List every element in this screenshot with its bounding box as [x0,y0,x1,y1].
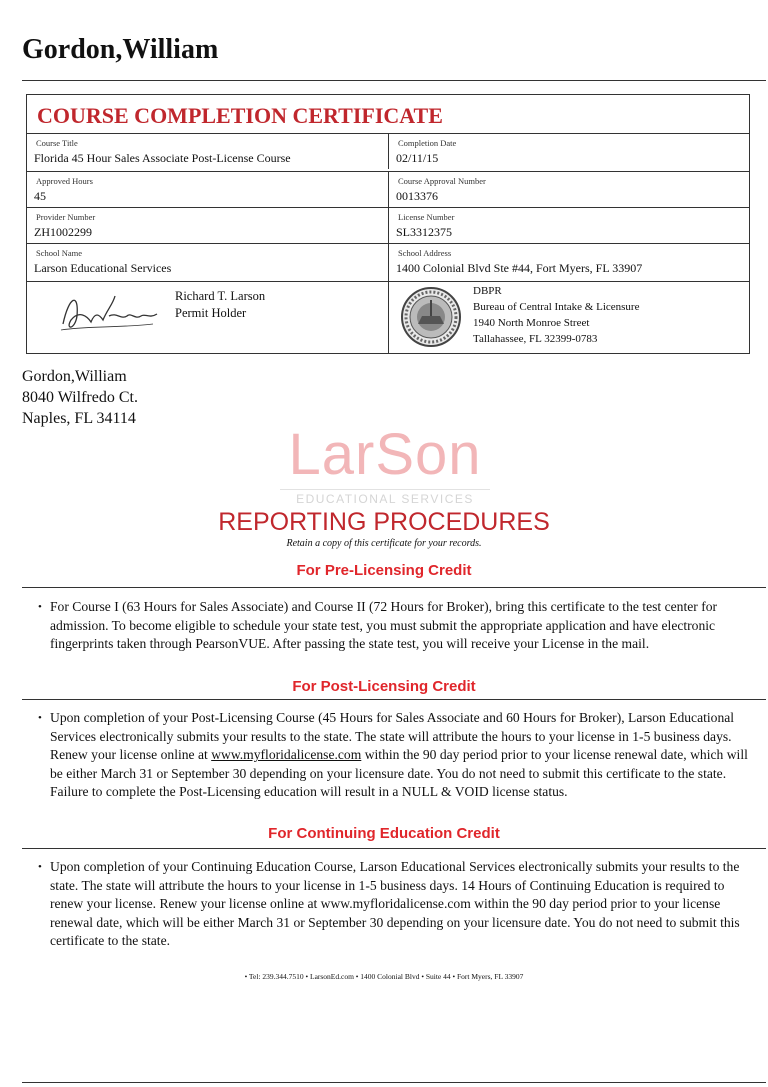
school-address-value: 1400 Colonial Blvd Ste #44, Fort Myers, FL 33907 [396,261,643,275]
dbpr-line3: 1940 North Monroe Street [473,317,590,329]
recipient-address [22,366,138,429]
recipient-name: Gordon,William [22,368,127,385]
school-address-cell [389,243,749,281]
approved-hours-value: 45 [34,189,46,203]
logo-main-text: LarSon [288,422,482,487]
completion-date-cell [389,133,749,169]
bullet-icon: • [38,601,42,613]
school-name-value: Larson Educational Services [34,261,172,275]
provider-number-value: ZH1002299 [34,225,92,239]
pre-licensing-text: For Course I (63 Hours for Sales Associate) and Course II (72 Hours for Broker), bring this certificate to the test center for admission. To become eligible to schedule your state test, you must submit the appropriate application and have electronic fingerprints taken through PearsonVUE. After passing the state test, you will receive your License in the mail. [50,599,718,652]
dbpr-line1: DBPR [473,285,502,297]
reporting-subtitle: Retain a copy of this certificate for your records. [286,538,482,549]
post-licensing-text-a: Upon completion of your Post-Licensing Course (45 Hours for Sales Associate and 60 Hours for Broker), Larson Educational Services electronically submits your results to the state. The state will attribute the hours to your license in 1-5 business days. Renew your license online at [50,710,735,763]
recipient-street: 8040 Wilfredo Ct. [22,389,138,406]
provider-number-label: Provider Number [36,212,96,222]
bullet-icon: • [38,861,42,873]
pre-licensing-divider [22,587,766,588]
license-number-value: SL3312375 [396,225,453,239]
course-approval-number-cell [389,171,749,207]
dbpr-line4: Tallahassee, FL 32399-0783 [473,333,598,345]
page-header-name: Gordon,William [22,34,219,65]
course-title-cell [27,133,389,169]
reporting-title: REPORTING PROCEDURES [218,508,550,536]
course-title-value: Florida 45 Hour Sales Associate Post-License Course [34,151,291,165]
approved-hours-cell [27,171,389,207]
post-licensing-paragraph [38,709,754,802]
approved-hours-label: Approved Hours [36,176,93,186]
logo-sub-text: EDUCATIONAL SERVICES [280,489,490,506]
license-number-cell [389,207,749,243]
completion-date-label: Completion Date [398,138,457,148]
pre-licensing-heading: For Pre-Licensing Credit [296,562,472,579]
post-licensing-heading: For Post-Licensing Credit [292,678,476,695]
post-licensing-text-b: within the 90 day period prior to your license renewal date, which will be either March 31 or September 30 depending on your licensure date. You do not need to submit this certificate to the state. Failure to complete the Post-Licensing education will result in a NULL & VOID license status. [50,747,748,800]
school-address-label: School Address [398,248,452,258]
larson-logo [250,422,520,506]
course-approval-number-value: 0013376 [396,189,438,203]
continuing-education-divider [22,848,766,849]
footer-contact: • Tel: 239.344.7510 • LarsonEd.com • 1400 Colonial Blvd • Suite 44 • Fort Myers, FL 33907 [244,972,524,981]
bottom-divider [22,1082,766,1083]
provider-number-cell [27,207,389,243]
dbpr-cell [389,281,749,353]
myfloridalicense-link[interactable]: www.myfloridalicense.com [211,747,362,763]
completion-date-value: 02/11/15 [396,151,439,165]
signer-name: Richard T. Larson [175,289,266,303]
signature-cell [27,281,389,353]
dbpr-line2: Bureau of Central Intake & Licensure [473,301,640,313]
signer-title: Permit Holder [175,306,247,320]
signature-image [57,286,167,338]
continuing-education-paragraph [38,858,754,951]
course-approval-number-label: Course Approval Number [398,176,486,186]
pre-licensing-paragraph [38,598,754,654]
state-seal-icon [400,286,462,348]
certificate-title: COURSE COMPLETION CERTIFICATE [37,103,443,128]
continuing-education-heading: For Continuing Education Credit [268,825,500,842]
recipient-city: Naples, FL 34114 [22,410,136,427]
post-licensing-divider [22,699,766,700]
certificate-box [26,94,750,354]
course-title-label: Course Title [36,138,78,148]
post-licensing-text [50,709,754,802]
license-number-label: License Number [398,212,455,222]
school-name-cell [27,243,389,281]
school-name-label: School Name [36,248,83,258]
header-divider [22,80,766,81]
continuing-education-text: Upon completion of your Continuing Education Course, Larson Educational Services electronically submits your results to the state. The state will attribute the hours to your license in 1-5 business days. 14 Hours of Continuing Education is required to renew your license. Renew your license online at www.myfloridalicense.com within the 90 day period prior to your license renewal date, which will be either March 31 or September 30 depending on your licensure date. You do not need to submit this certificate to the state. [50,859,740,949]
bullet-icon: • [38,712,42,724]
